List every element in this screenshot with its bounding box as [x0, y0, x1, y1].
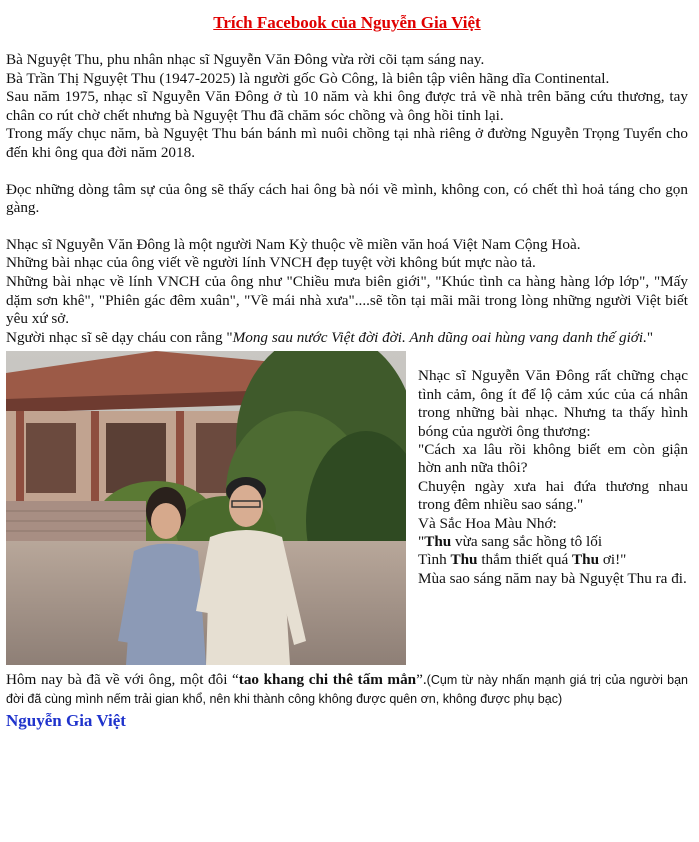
article-title: Trích Facebook của Nguyễn Gia Việt — [213, 13, 481, 32]
side-paragraph: Nhạc sĩ Nguyễn Văn Đông rất chững chạc tình cảm, ông ít để lộ cảm xúc của cá nhân trong những bài nhạc. Nhưng ta thấy hình bóng của người ông thương: — [418, 367, 688, 440]
lyric-line-4: Tình Thu thắm thiết quá Thu ơi!" — [418, 551, 627, 569]
paragraph-quote: Người nhạc sĩ sẽ dạy cháu con rằng "Mong sau nước Việt đời đời. Anh dũng oai hùng vang danh thế giới." — [6, 328, 654, 346]
song-intro: Và Sắc Hoa Màu Nhớ: — [418, 514, 557, 532]
footer-paragraph: Hôm nay bà đã về với ông, một đôi “tao khang chi thê tấm mẳn”.(Cụm từ này nhấn mạnh giá trị của người bạn đời đã cùng mình nếm trải gian khổ, nên khi thành công không được quên ơn, không được phụ bạc) — [6, 671, 688, 706]
paragraph-songs: Những bài nhạc của ông viết về người lính VNCH đẹp tuyệt vời không bút mực nào tả. — [6, 254, 536, 272]
closing-line: Mùa sao sáng năm nay bà Nguyệt Thu ra đi. — [418, 569, 687, 587]
paragraph-musician: Nhạc sĩ Nguyễn Văn Đông là một người Nam Kỳ thuộc về miền văn hoá Việt Nam Cộng Hoà. — [6, 235, 581, 253]
paragraph-bread: Trong mấy chục năm, bà Nguyệt Thu bán bánh mì nuôi chồng tại nhà riêng ở đường Nguyễn Trọng Tuyển cho đến khi ông qua đời năm 2018. — [6, 125, 688, 161]
signature: Nguyễn Gia Việt — [6, 710, 126, 730]
article — [6, 12, 688, 733]
quote-text: Mong sau nước Việt đời đời. Anh dũng oai hùng vang danh thế giới. — [232, 328, 647, 346]
footer-note: (Cụm từ này nhấn mạnh giá trị của người bạn đời đã cùng mình nếm trải gian khổ, nên khi thành công không được quên ơn, không được phụ bạc) — [6, 673, 688, 706]
lyric-line-3: "Thu vừa sang sắc hồng tô lối — [418, 532, 603, 550]
couple-photo — [6, 351, 406, 665]
paragraph-bio: Bà Trần Thị Nguyệt Thu (1947-2025) là người gốc Gò Công, là biên tập viên hãng dĩa Continental. — [6, 69, 610, 87]
paragraph-death: Bà Nguyệt Thu, phu nhân nhạc sĩ Nguyễn Văn Đông vừa rời cõi tạm sáng nay. — [6, 51, 485, 68]
paragraph-prison: Sau năm 1975, nhạc sĩ Nguyễn Văn Đông ở tù 10 năm và khi ông được trả về nhà trên băng cứu thương, tay chân co rút chờ chết nhưng bà Nguyệt Thu đã chăm sóc chồng và ông hồi tỉnh lại. — [6, 88, 688, 124]
lyric-line-2: Chuyện ngày xưa hai đứa thương nhau trong đêm nhiều sao sáng." — [418, 477, 688, 514]
footer-bold-phrase: tao khang chi thê tấm mẳn — [238, 671, 417, 689]
paragraph-song-list: Những bài nhạc về lính VNCH của ông như "Chiều mưa biên giới", "Khúc tình ca hàng hàng lớp lớp", "Mấy dặm sơn khê", "Phiên gác đêm xuân", "Về mái nhà xưa"....sẽ tồn tại mãi mãi trong lòng những người Việt biết yêu xứ sở. — [6, 272, 688, 328]
side-text — [418, 367, 688, 588]
footer — [6, 671, 688, 732]
lyric-line-1: "Cách xa lâu rồi không biết em còn giận hờn anh nữa thôi? — [418, 440, 688, 477]
paragraph-cremation: Đọc những dòng tâm sự của ông sẽ thấy cách hai ông bà nói về mình, không con, có chết thì hoả táng cho gọn gàng. — [6, 180, 688, 217]
